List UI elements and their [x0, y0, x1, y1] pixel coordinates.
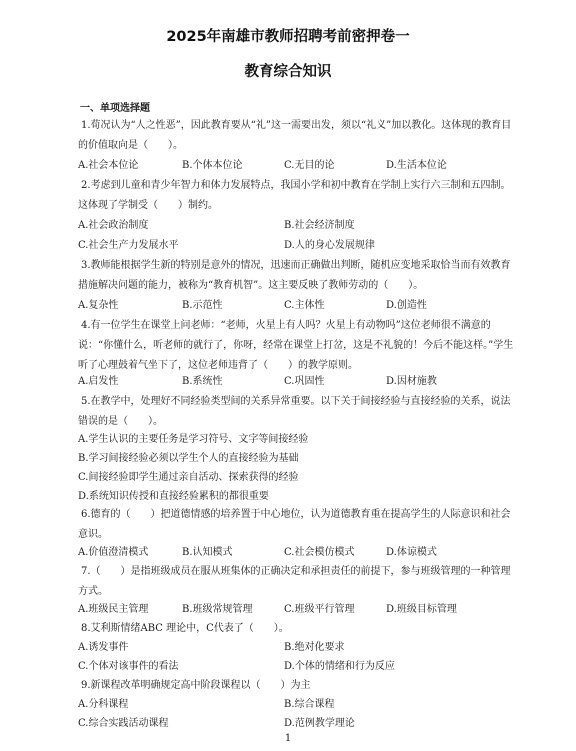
option-d: D.生活本位论 [386, 160, 447, 171]
question-4-stem: 4.有一位学生在课堂上问老师：“老师，火星上有人吗？火星上有动物吗”这位老师很不满意的说：“你懂什么，听老师的就行了，你呀，经常在课堂上打岔，这是不礼貌的！今后不能这样。”学生听了心理鼓着气坐下了，这位老师违背了（ ）的教学原则。 [78, 320, 514, 371]
option-b: B.认知模式 [182, 547, 233, 558]
question-9-stem: 9.新课程改革明确规定高中阶段课程以（ ）为主 [81, 680, 311, 691]
option-b: B.个体本位论 [182, 160, 243, 171]
exam-title: 2025年南雄市教师招聘考前密押卷一 [166, 29, 410, 45]
option-d: D.创造性 [386, 300, 427, 311]
page-number: 1 [284, 733, 292, 744]
option-b: B.班级常规管理 [182, 604, 253, 615]
exam-subtitle: 教育综合知识 [244, 64, 332, 80]
option-c: C.主体性 [284, 300, 325, 311]
question-8-stem: 8.艾利斯情绪ABC 理论中，C代表了（ ）。 [81, 623, 289, 634]
option-a: A.班级民主管理 [78, 604, 149, 615]
option-b: B.绝对化要求 [284, 642, 345, 653]
option-b: B.综合课程 [284, 699, 335, 710]
question-5-stem: 5.在教学中，处理好不同经验类型间的关系异常重要。以下关于间接经验与直接经验的关系，说法错误的是（ ）。 [78, 396, 511, 427]
option-b: B.社会经济制度 [284, 220, 355, 231]
option-d: D.个体的情绪和行为反应 [284, 661, 395, 672]
option-a: A.社会政治制度 [78, 220, 149, 231]
option-c: C.综合实践活动课程 [78, 718, 169, 729]
question-7-stem: 7.（ ）是指班级成员在服从班集体的正确决定和承担责任的前提下，参与班级管理的一种管理方式。 [78, 566, 511, 597]
option-a: A.复杂性 [78, 300, 119, 311]
option-c: C.巩固性 [284, 376, 325, 387]
option-a: A.分科课程 [78, 699, 129, 710]
section-heading: 一、单项选择题 [80, 103, 150, 114]
option-a: A.启发性 [78, 376, 119, 387]
option-c: C.无目的论 [284, 160, 335, 171]
question-3-stem: 3.教师能根据学生新的特别是意外的情况，迅速而正确做出判断，随机应变地采取恰当而有效教育措施解决问题的能力，被称为“教育机智”。这主要反映了教师劳动的（ ）。 [78, 260, 511, 291]
option-a: A.社会本位论 [78, 160, 139, 171]
option-a: A.价值澄清模式 [78, 547, 149, 558]
option-c: C.个体对该事件的看法 [78, 661, 179, 672]
option-d: D.体谅模式 [386, 547, 437, 558]
option-d: D.范例教学理论 [284, 718, 355, 729]
question-2-stem: 2.考虑到儿童和青少年智力和体力发展特点，我国小学和初中教育在学制上实行六三制和五四制。这体现了学制受（ ）制约。 [78, 180, 511, 211]
question-6-stem: 6.德育的（ ）把道德情感的培养置于中心地位，认为道德教育重在提高学生的人际意识和社会意识。 [78, 509, 511, 540]
option-d: D.人的身心发展规律 [284, 240, 375, 251]
option-a: A.诱发事件 [78, 642, 129, 653]
option-b: B.示范性 [182, 300, 223, 311]
option-d: D.班级目标管理 [386, 604, 457, 615]
option-c: C.社会模仿模式 [284, 547, 355, 558]
document-page: 2025年南雄市教师招聘考前密押卷一 教育综合知识 一、单项选择题 1.荀况认为“人之性恶”，因此教育要从“礼”这一需要出发，须以“礼义”加以教化。这体现的教育目的价值取向是（ ）。 A.社会本位论 B.个体本位论 C.无目的论 D.生活本位论 2.考虑到儿童和青少年智力和体力发展特点，我国小学和初中教育在学制上实行六三制和五四制。这体现了学制受（ ）制约。 A.社会政治制度 B.社会经济制度 C.社会生产力发展水平 D.人的身心发展规律 3.教师能根据学生新的特别是意外的情况，迅速而正确做出判断，随机应变地采取恰当而有效教育措施解决问题的能力，被称为“教育机智”。这主要反映了教师劳动的（ ）。 A.复杂性 B.示范性 C.主体性 D.创造性 4.有一位学生在课堂上问老师：“老师，火星上有人吗？火星上有动物吗”这位老师很不满意的说：“你懂什么，听老师的就行了，你呀，经常在课堂上打岔，这是不礼貌的！今后不能这样。”学生听了心理鼓着气坐下了，这位老师违背了（ ）的教学原则。 A.启发性 B.系统性 C.巩固性 D.因材施教 5.在教学中，处理好不同经验类型间的关系异常重要。以下关于间接经验与直接经验的关系，说法错误的是（ ）。 A.学生认识的主要任务是学习符号、文字等间接经验 B.学习间接经验必须以学生个人的直接经验为基础 C.间接经验即学生通过亲自活动、探索获得的经验 D.系统知识传授和直接经验累积的都很重要 6.德育的（ ）把道德情感的培养置于中心地位，认为道德教育重在提高学生的人际意识和社会意识。 A.价值澄清模式 B.认知模式 C.社会模仿模式 D.体谅模式 7.（ ）是指班级成员在服从班集体的正确决定和承担责任的前提下，参与班级管理的一种管理方式。 A.班级民主管理 B.班级常规管理 C.班级平行管理 D.班级目标管理 8.艾利斯情绪ABC 理论中，C代表了（ ）。 A.诱发事件 B.绝对化要求 C.个体对该事件的看法 D.个体的情绪和行为反应 9.新课程改革明确规定高中阶段课程以（ ）为主 A.分科课程 B.综合课程 C.综合实践活动课程 D.范例教学理论 1 [0, 0, 576, 751]
option-b: B.系统性 [182, 376, 223, 387]
option-c: C.班级平行管理 [284, 604, 355, 615]
question-1-stem: 1.荀况认为“人之性恶”，因此教育要从“礼”这一需要出发，须以“礼义”加以教化。这体现的教育目的价值取向是（ ）。 [78, 120, 512, 151]
option-d: D.因材施教 [386, 376, 437, 387]
option-c: C.社会生产力发展水平 [78, 240, 179, 251]
